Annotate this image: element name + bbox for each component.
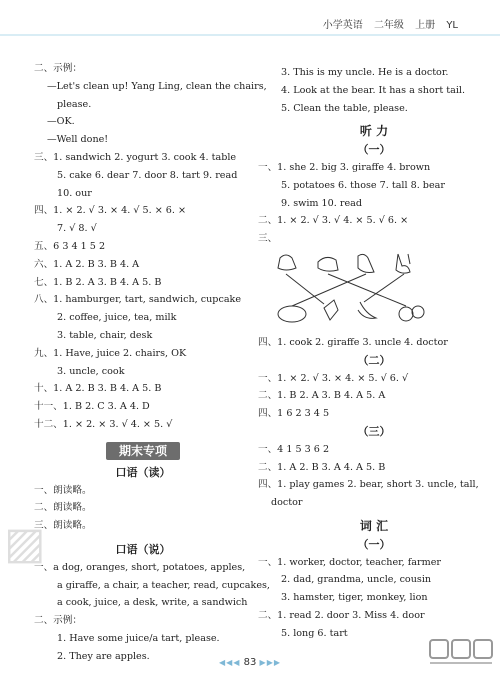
- answer-line: 四、1. play games 2. bear, short 3. uncle, tall,: [258, 479, 479, 491]
- answer-line: 五、6 3 4 1 5 2: [34, 240, 106, 252]
- oral-speak-title: 口语（说）: [115, 542, 171, 556]
- listening-part-3-lines: [258, 441, 490, 512]
- final-review-banner: 期末专项: [106, 442, 180, 460]
- answer-line: doctor: [271, 497, 303, 509]
- answer-line: 一、a dog, oranges, short, potatoes, apples,: [34, 561, 246, 573]
- answer-line: 七、1. B 2. A 3. B 4. A 5. B: [34, 276, 162, 288]
- answer-line: 四、1 6 2 3 4 5: [258, 408, 330, 420]
- answer-line: 一、1. worker, doctor, teacher, farmer: [258, 556, 441, 568]
- answer-line: 一、1. she 2. big 3. giraffe 4. brown: [258, 161, 431, 173]
- answer-line: 3. This is my uncle. He is a doctor.: [281, 67, 449, 78]
- answer-line: 一、朗读略。: [34, 484, 92, 496]
- header-edition: YL: [446, 20, 458, 31]
- answer-line: a cook, juice, a desk, write, a sandwich: [57, 597, 248, 609]
- vocabulary-part-1-lines: [258, 554, 490, 643]
- answer-line: 十一、1. B 2. C 3. A 4. D: [34, 401, 150, 413]
- answer-line: —OK.: [47, 116, 75, 128]
- matching-lines-illustration: [258, 250, 458, 332]
- answer-line: 九、1. Have, juice 2. chairs, OK: [34, 347, 187, 359]
- answer-line: 2. coffee, juice, tea, milk: [57, 312, 177, 324]
- listening-part-1-after-lines: [258, 334, 490, 352]
- answer-line: 十二、1. × 2. × 3. √ 4. × 5. √: [34, 418, 173, 430]
- answer-line: 3. uncle, cook: [57, 365, 125, 377]
- answer-line: 1. Have some juice/a tart, please.: [57, 632, 220, 644]
- answer-line: —Well done!: [47, 134, 109, 146]
- answer-line: 5. long 6. tart: [281, 627, 348, 639]
- page-header: [315, 16, 458, 31]
- page-footer: [0, 657, 500, 668]
- answer-line: 10. our: [57, 187, 92, 199]
- answer-line: 二、1. × 2. √ 3. √ 4. × 5. √ 6. ×: [258, 215, 409, 227]
- answer-line: 二、1. A 2. B 3. A 4. A 5. B: [258, 461, 386, 473]
- watermark-left: ▨: [4, 518, 46, 569]
- right-column: [258, 64, 490, 643]
- vocabulary-part-1: （一）: [357, 537, 391, 551]
- answer-line: 三、1. sandwich 2. yogurt 3. cook 4. table: [34, 151, 237, 163]
- listening-part-1: （一）: [357, 143, 391, 157]
- answer-line: 十、1. A 2. B 3. B 4. A 5. B: [34, 383, 162, 395]
- answer-line: 六、1. A 2. B 3. B 4. A: [34, 258, 140, 270]
- listening-title: 听 力: [359, 124, 389, 139]
- site-logo-watermark: [428, 636, 494, 666]
- answer-line: 三、: [258, 233, 278, 245]
- answer-line: please.: [57, 98, 92, 110]
- answer-line: 一、1. × 2. √ 3. × 4. × 5. √ 6. √: [258, 372, 409, 384]
- header-term: 上册: [415, 20, 436, 31]
- answer-line: 二、示例：: [34, 615, 82, 627]
- answer-line: 2. dad, grandma, uncle, cousin: [281, 574, 432, 586]
- oral-read-title: 口语（读）: [115, 465, 171, 479]
- answer-line: 二、朗读略。: [34, 502, 92, 514]
- header-subject: 小学英语: [322, 20, 363, 31]
- footer-left-arrows: ◀◀◀: [218, 658, 241, 667]
- vocabulary-title: 词 汇: [359, 518, 389, 533]
- answer-line: 3. table, chair, desk: [57, 329, 153, 341]
- answer-line: —Let's clean up! Yang Ling, clean the chairs,: [47, 80, 267, 92]
- answer-line: 八、1. hamburger, tart, sandwich, cupcake: [34, 294, 242, 306]
- footer-right-arrows: ▶▶▶: [259, 658, 282, 667]
- answer-line: 5. cake 6. dear 7. door 8. tart 9. read: [57, 169, 238, 181]
- answer-line: 四、1. cook 2. giraffe 3. uncle 4. doctor: [258, 336, 448, 348]
- answer-line: 5. Clean the table, please.: [281, 102, 408, 114]
- answer-line: 二、1. B 2. A 3. B 4. A 5. A: [258, 390, 386, 402]
- answer-line: 5. potatoes 6. those 7. tall 8. bear: [281, 179, 445, 191]
- answer-line: 2. They are apples.: [57, 650, 150, 662]
- right-top-lines: [258, 64, 490, 117]
- answer-line: 二、1. read 2. door 3. Miss 4. door: [258, 609, 425, 621]
- header-grade: 二年级: [373, 20, 404, 31]
- header-rule: [0, 34, 500, 36]
- answer-line: a giraffe, a chair, a teacher, read, cupcakes,: [57, 579, 270, 591]
- left-column: [34, 60, 270, 666]
- oral-read-lines: [34, 482, 252, 535]
- matching-picture: [258, 250, 490, 332]
- page-number: 83: [243, 657, 257, 668]
- listening-part-2-lines: [258, 370, 490, 423]
- answer-line: 4. Look at the bear. It has a short tail.: [281, 84, 466, 96]
- answer-line: 四、1. × 2. √ 3. × 4. √ 5. × 6. ×: [34, 205, 187, 217]
- answer-line: 三、朗读略。: [34, 520, 92, 532]
- oral-speak-lines: [34, 559, 270, 666]
- answer-line: 3. hamster, tiger, monkey, lion: [281, 592, 428, 604]
- answer-line: 二、示例：: [34, 63, 82, 74]
- listening-part-2: （二）: [357, 353, 391, 367]
- answer-line: 9. swim 10. read: [281, 197, 362, 209]
- left-answer-lines: [34, 60, 267, 434]
- listening-part-3: （三）: [357, 424, 391, 438]
- listening-part-1-lines: [258, 159, 490, 248]
- answer-line: 7. √ 8. √: [57, 223, 97, 235]
- answer-line: 一、4 1 5 3 6 2: [258, 443, 330, 455]
